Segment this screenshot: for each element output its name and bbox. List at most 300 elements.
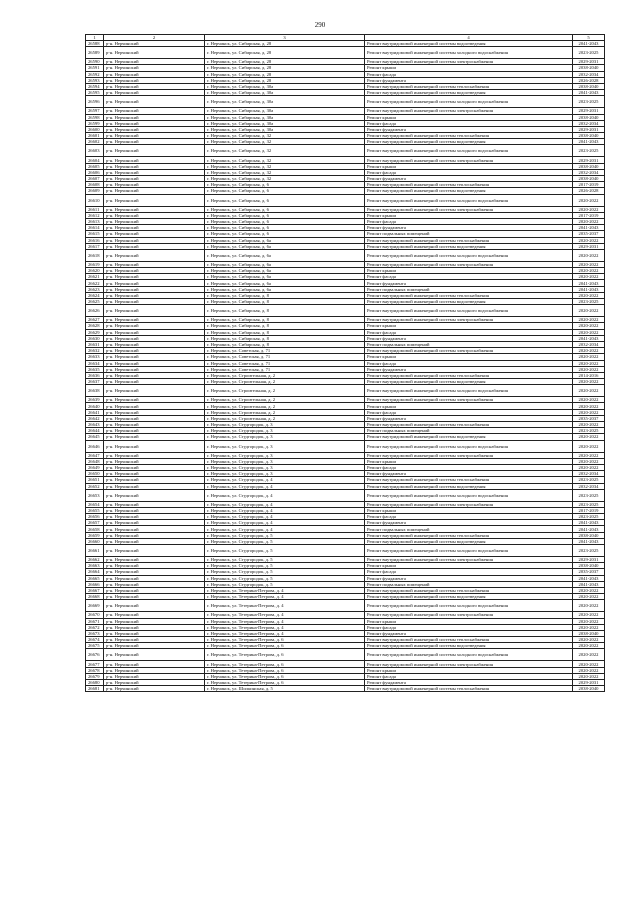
work-type-cell: Ремонт внутридомовой инженерной системы холодного водоснабжения xyxy=(365,194,573,206)
work-type-cell: Ремонт внутридомовой инженерной системы холодного водоснабжения xyxy=(365,145,573,157)
period-cell: 2020-2022 xyxy=(573,385,605,397)
district-cell: р-н. Нерчинский xyxy=(104,249,205,261)
table-row xyxy=(86,600,605,612)
row-number: 26594 xyxy=(86,83,104,89)
work-type-cell: Ремонт внутридомовой инженерной системы теплоснабжения xyxy=(365,532,573,538)
row-number: 26678 xyxy=(86,667,104,673)
period-cell: 2020-2022 xyxy=(573,667,605,673)
work-type-cell: Ремонт подвальных помещений xyxy=(365,581,573,587)
district-cell: р-н. Нерчинский xyxy=(104,188,205,194)
table-row xyxy=(86,47,605,59)
address-cell: г. Нерчинск, ул. Сибирская, д. 8 xyxy=(205,341,365,347)
work-type-cell: Ремонт подвальных помещений xyxy=(365,286,573,292)
address-cell: г. Нерчинск, ул. Тетерина-Петрова, д. 4 xyxy=(205,624,365,630)
row-number: 26612 xyxy=(86,212,104,218)
address-cell: г. Нерчинск, ул. Тетерина-Петрова, д. 6 xyxy=(205,661,365,667)
row-number: 26679 xyxy=(86,673,104,679)
district-cell: р-н. Нерчинский xyxy=(104,194,205,206)
period-cell: 2017-2019 xyxy=(573,182,605,188)
row-number: 26637 xyxy=(86,379,104,385)
table-row xyxy=(86,194,605,206)
address-cell: г. Нерчинск, ул. Сибирская, д. 30а xyxy=(205,114,365,120)
table-row xyxy=(86,145,605,157)
period-cell: 2023-2025 xyxy=(573,501,605,507)
period-cell: 2020-2022 xyxy=(573,348,605,354)
address-cell: г. Нерчинск, ул. Студгородок, д. 5 xyxy=(205,569,365,575)
row-number: 26605 xyxy=(86,163,104,169)
district-cell: р-н. Нерчинский xyxy=(104,514,205,520)
address-cell: г. Нерчинск, ул. Студгородок, д. 4 xyxy=(205,483,365,489)
row-number: 26599 xyxy=(86,120,104,126)
district-cell: р-н. Нерчинский xyxy=(104,218,205,224)
work-type-cell: Ремонт фундамента xyxy=(365,415,573,421)
district-cell: р-н. Нерчинский xyxy=(104,624,205,630)
address-cell: г. Нерчинск, ул. Студгородок, д. 5 xyxy=(205,563,365,569)
row-number: 26664 xyxy=(86,569,104,575)
work-type-cell: Ремонт крыши xyxy=(365,507,573,513)
district-cell: р-н. Нерчинский xyxy=(104,545,205,557)
district-cell: р-н. Нерчинский xyxy=(104,409,205,415)
period-cell: 2023-2025 xyxy=(573,514,605,520)
district-cell: р-н. Нерчинский xyxy=(104,305,205,317)
table-row xyxy=(86,305,605,317)
district-cell: р-н. Нерчинский xyxy=(104,483,205,489)
table-row xyxy=(86,686,605,692)
work-type-cell: Ремонт внутридомовой инженерной системы электроснабжения xyxy=(365,59,573,65)
period-cell: 2020-2022 xyxy=(573,643,605,649)
row-number: 26651 xyxy=(86,477,104,483)
period-cell: 2020-2022 xyxy=(573,600,605,612)
period-cell: 2041-2043 xyxy=(573,526,605,532)
district-cell: р-н. Нерчинский xyxy=(104,538,205,544)
work-type-cell: Ремонт подвальных помещений xyxy=(365,231,573,237)
period-cell: 2029-2031 xyxy=(573,243,605,249)
period-cell: 2020-2022 xyxy=(573,292,605,298)
row-number: 26641 xyxy=(86,409,104,415)
period-cell: 2020-2022 xyxy=(573,673,605,679)
district-cell: р-н. Нерчинский xyxy=(104,507,205,513)
row-number: 26676 xyxy=(86,649,104,661)
district-cell: р-н. Нерчинский xyxy=(104,65,205,71)
address-cell: г. Нерчинск, ул. Сибирская, д. 28 xyxy=(205,59,365,65)
district-cell: р-н. Нерчинский xyxy=(104,163,205,169)
row-number: 26603 xyxy=(86,145,104,157)
work-type-cell: Ремонт фундамента xyxy=(365,335,573,341)
row-number: 26632 xyxy=(86,348,104,354)
row-number: 26623 xyxy=(86,286,104,292)
work-type-cell: Ремонт внутридомовой инженерной системы электроснабжения xyxy=(365,108,573,114)
district-cell: р-н. Нерчинский xyxy=(104,280,205,286)
row-number: 26680 xyxy=(86,680,104,686)
period-cell: 2026-2028 xyxy=(573,77,605,83)
row-number: 26617 xyxy=(86,243,104,249)
district-cell: р-н. Нерчинский xyxy=(104,59,205,65)
row-number: 26675 xyxy=(86,643,104,649)
period-cell: 2020-2022 xyxy=(573,317,605,323)
address-cell: г. Нерчинск, ул. Сибирская, д. 32 xyxy=(205,133,365,139)
district-cell: р-н. Нерчинский xyxy=(104,231,205,237)
work-type-cell: Ремонт крыши xyxy=(365,114,573,120)
work-type-cell: Ремонт крыши xyxy=(365,268,573,274)
row-number: 26634 xyxy=(86,360,104,366)
address-cell: г. Нерчинск, ул. Советская, д. 71 xyxy=(205,348,365,354)
period-cell: 2020-2022 xyxy=(573,434,605,440)
work-type-cell: Ремонт внутридомовой инженерной системы холодного водоснабжения xyxy=(365,47,573,59)
period-cell: 2029-2031 xyxy=(573,557,605,563)
work-type-cell: Ремонт внутридомовой инженерной системы холодного водоснабжения xyxy=(365,249,573,261)
work-type-cell: Ремонт внутридомовой инженерной системы теплоснабжения xyxy=(365,83,573,89)
district-cell: р-н. Нерчинский xyxy=(104,90,205,96)
row-number: 26640 xyxy=(86,403,104,409)
district-cell: р-н. Нерчинский xyxy=(104,434,205,440)
district-cell: р-н. Нерчинский xyxy=(104,133,205,139)
district-cell: р-н. Нерчинский xyxy=(104,329,205,335)
row-number: 26591 xyxy=(86,65,104,71)
address-cell: г. Нерчинск, ул. Шилкинская, д. 5 xyxy=(205,686,365,692)
row-number: 26631 xyxy=(86,341,104,347)
period-cell: 2041-2043 xyxy=(573,280,605,286)
row-number: 26642 xyxy=(86,415,104,421)
period-cell: 2020-2022 xyxy=(573,366,605,372)
period-cell: 2020-2022 xyxy=(573,594,605,600)
address-cell: г. Нерчинск, ул. Тетерина-Петрова, д. 4 xyxy=(205,587,365,593)
district-cell: р-н. Нерчинский xyxy=(104,630,205,636)
period-cell: 2035-2037 xyxy=(573,569,605,575)
row-number: 26630 xyxy=(86,335,104,341)
row-number: 26677 xyxy=(86,661,104,667)
district-cell: р-н. Нерчинский xyxy=(104,182,205,188)
work-type-cell: Ремонт внутридомовой инженерной системы водоотведения xyxy=(365,434,573,440)
address-cell: г. Нерчинск, ул. Советская, д. 71 xyxy=(205,354,365,360)
work-type-cell: Ремонт внутридомовой инженерной системы теплоснабжения xyxy=(365,422,573,428)
address-cell: г. Нерчинск, ул. Сибирская, д. 6а xyxy=(205,286,365,292)
address-cell: г. Нерчинск, ул. Строительная, д. 2 xyxy=(205,415,365,421)
work-type-cell: Ремонт фундамента xyxy=(365,630,573,636)
address-cell: г. Нерчинск, ул. Сибирская, д. 6а xyxy=(205,243,365,249)
work-type-cell: Ремонт внутридомовой инженерной системы холодного водоснабжения xyxy=(365,489,573,501)
period-cell: 2020-2022 xyxy=(573,618,605,624)
row-number: 26648 xyxy=(86,458,104,464)
work-type-cell: Ремонт фасада xyxy=(365,274,573,280)
period-cell: 2023-2025 xyxy=(573,477,605,483)
address-cell: г. Нерчинск, ул. Тетерина-Петрова, д. 4 xyxy=(205,594,365,600)
district-cell: р-н. Нерчинский xyxy=(104,83,205,89)
period-cell: 2038-2040 xyxy=(573,163,605,169)
district-cell: р-н. Нерчинский xyxy=(104,489,205,501)
period-cell: 2020-2022 xyxy=(573,624,605,630)
row-number: 26646 xyxy=(86,440,104,452)
table-row xyxy=(86,489,605,501)
work-type-cell: Ремонт внутридомовой инженерной системы водоотведения xyxy=(365,594,573,600)
district-cell: р-н. Нерчинский xyxy=(104,212,205,218)
address-cell: г. Нерчинск, ул. Тетерина-Петрова, д. 4 xyxy=(205,600,365,612)
row-number: 26667 xyxy=(86,587,104,593)
address-cell: г. Нерчинск, ул. Сибирская, д. 6 xyxy=(205,218,365,224)
row-number: 26611 xyxy=(86,206,104,212)
district-cell: р-н. Нерчинский xyxy=(104,680,205,686)
work-type-cell: Ремонт внутридомовой инженерной системы теплоснабжения xyxy=(365,237,573,243)
period-cell: 2020-2022 xyxy=(573,360,605,366)
work-type-cell: Ремонт фундамента xyxy=(365,225,573,231)
district-cell: р-н. Нерчинский xyxy=(104,261,205,267)
row-number: 26600 xyxy=(86,126,104,132)
address-cell: г. Нерчинск, ул. Студгородок, д. 3 xyxy=(205,422,365,428)
address-cell: г. Нерчинск, ул. Студгородок, д. 3 xyxy=(205,440,365,452)
district-cell: р-н. Нерчинский xyxy=(104,354,205,360)
row-number: 26647 xyxy=(86,452,104,458)
address-cell: г. Нерчинск, ул. Советская, д. 71 xyxy=(205,360,365,366)
address-cell: г. Нерчинск, ул. Сибирская, д. 8 xyxy=(205,305,365,317)
address-cell: г. Нерчинск, ул. Сибирская, д. 6 xyxy=(205,182,365,188)
address-cell: г. Нерчинск, ул. Сибирская, д. 30а xyxy=(205,108,365,114)
address-cell: г. Нерчинск, ул. Сибирская, д. 8 xyxy=(205,299,365,305)
district-cell: р-н. Нерчинский xyxy=(104,335,205,341)
row-number: 26638 xyxy=(86,385,104,397)
row-number: 26670 xyxy=(86,612,104,618)
work-type-cell: Ремонт крыши xyxy=(365,618,573,624)
table-row xyxy=(86,249,605,261)
district-cell: р-н. Нерчинский xyxy=(104,96,205,108)
work-type-cell: Ремонт крыши xyxy=(365,667,573,673)
period-cell: 2023-2025 xyxy=(573,96,605,108)
address-cell: г. Нерчинск, ул. Сибирская, д. 6 xyxy=(205,188,365,194)
address-cell: г. Нерчинск, ул. Тетерина-Петрова, д. 6 xyxy=(205,667,365,673)
row-number: 26658 xyxy=(86,526,104,532)
work-type-cell: Ремонт внутридомовой инженерной системы электроснабжения xyxy=(365,206,573,212)
district-cell: р-н. Нерчинский xyxy=(104,563,205,569)
address-cell: г. Нерчинск, ул. Студгородок, д. 5 xyxy=(205,532,365,538)
work-type-cell: Ремонт внутридомовой инженерной системы водоотведения xyxy=(365,483,573,489)
row-number: 26653 xyxy=(86,489,104,501)
work-type-cell: Ремонт фасада xyxy=(365,464,573,470)
district-cell: р-н. Нерчинский xyxy=(104,176,205,182)
period-cell: 2020-2022 xyxy=(573,422,605,428)
work-type-cell: Ремонт внутридомовой инженерной системы теплоснабжения xyxy=(365,637,573,643)
address-cell: г. Нерчинск, ул. Тетерина-Петрова, д. 6 xyxy=(205,637,365,643)
district-cell: р-н. Нерчинский xyxy=(104,667,205,673)
work-type-cell: Ремонт внутридомовой инженерной системы электроснабжения xyxy=(365,397,573,403)
work-type-cell: Ремонт крыши xyxy=(365,563,573,569)
column-number-2: 2 xyxy=(104,35,205,41)
work-type-cell: Ремонт фундамента xyxy=(365,176,573,182)
work-type-cell: Ремонт внутридомовой инженерной системы водоотведения xyxy=(365,90,573,96)
period-cell: 2020-2022 xyxy=(573,305,605,317)
work-type-cell: Ремонт крыши xyxy=(365,323,573,329)
row-number: 26666 xyxy=(86,581,104,587)
address-cell: г. Нерчинск, ул. Сибирская, д. 32 xyxy=(205,145,365,157)
period-cell: 2038-2040 xyxy=(573,114,605,120)
work-type-cell: Ремонт фундамента xyxy=(365,471,573,477)
work-type-cell: Ремонт внутридомовой инженерной системы электроснабжения xyxy=(365,557,573,563)
work-type-cell: Ремонт крыши xyxy=(365,354,573,360)
district-cell: р-н. Нерчинский xyxy=(104,139,205,145)
column-number-4: 4 xyxy=(365,35,573,41)
district-cell: р-н. Нерчинский xyxy=(104,292,205,298)
period-cell: 2041-2043 xyxy=(573,575,605,581)
period-cell: 2041-2043 xyxy=(573,225,605,231)
address-cell: г. Нерчинск, ул. Студгородок, д. 5 xyxy=(205,575,365,581)
address-cell: г. Нерчинск, ул. Строительная, д. 2 xyxy=(205,379,365,385)
district-cell: р-н. Нерчинский xyxy=(104,618,205,624)
address-cell: г. Нерчинск, ул. Сибирская, д. 6 xyxy=(205,194,365,206)
period-cell: 2032-2034 xyxy=(573,120,605,126)
table-row xyxy=(86,440,605,452)
period-cell: 2020-2022 xyxy=(573,649,605,661)
row-number: 26598 xyxy=(86,114,104,120)
work-type-cell: Ремонт фундамента xyxy=(365,575,573,581)
district-cell: р-н. Нерчинский xyxy=(104,612,205,618)
row-number: 26652 xyxy=(86,483,104,489)
district-cell: р-н. Нерчинский xyxy=(104,237,205,243)
work-type-cell: Ремонт фасада xyxy=(365,514,573,520)
row-number: 26614 xyxy=(86,225,104,231)
district-cell: р-н. Нерчинский xyxy=(104,206,205,212)
period-cell: 2020-2022 xyxy=(573,612,605,618)
row-number: 26628 xyxy=(86,323,104,329)
district-cell: р-н. Нерчинский xyxy=(104,464,205,470)
district-cell: р-н. Нерчинский xyxy=(104,120,205,126)
work-type-cell: Ремонт внутридомовой инженерной системы водоотведения xyxy=(365,538,573,544)
district-cell: р-н. Нерчинский xyxy=(104,360,205,366)
work-type-cell: Ремонт фасада xyxy=(365,673,573,679)
address-cell: г. Нерчинск, ул. Советская, д. 71 xyxy=(205,366,365,372)
district-cell: р-н. Нерчинский xyxy=(104,225,205,231)
address-cell: г. Нерчинск, ул. Тетерина-Петрова, д. 4 xyxy=(205,618,365,624)
row-number: 26615 xyxy=(86,231,104,237)
address-cell: г. Нерчинск, ул. Сибирская, д. 6а xyxy=(205,237,365,243)
district-cell: р-н. Нерчинский xyxy=(104,532,205,538)
row-number: 26629 xyxy=(86,329,104,335)
row-number: 26660 xyxy=(86,538,104,544)
work-type-cell: Ремонт внутридомовой инженерной системы теплоснабжения xyxy=(365,133,573,139)
district-cell: р-н. Нерчинский xyxy=(104,477,205,483)
row-number: 26609 xyxy=(86,188,104,194)
district-cell: р-н. Нерчинский xyxy=(104,379,205,385)
period-cell: 2020-2022 xyxy=(573,261,605,267)
period-cell: 2020-2022 xyxy=(573,194,605,206)
row-number: 26604 xyxy=(86,157,104,163)
address-cell: г. Нерчинск, ул. Студгородок, д. 5 xyxy=(205,557,365,563)
row-number: 26595 xyxy=(86,90,104,96)
address-cell: г. Нерчинск, ул. Строительная, д. 2 xyxy=(205,385,365,397)
address-cell: г. Нерчинск, ул. Сибирская, д. 8 xyxy=(205,317,365,323)
address-cell: г. Нерчинск, ул. Сибирская, д. 28 xyxy=(205,47,365,59)
address-cell: г. Нерчинск, ул. Студгородок, д. 3 xyxy=(205,434,365,440)
row-number: 26601 xyxy=(86,133,104,139)
period-cell: 2020-2022 xyxy=(573,379,605,385)
row-number: 26610 xyxy=(86,194,104,206)
address-cell: г. Нерчинск, ул. Тетерина-Петрова, д. 4 xyxy=(205,612,365,618)
district-cell: р-н. Нерчинский xyxy=(104,243,205,249)
row-number: 26589 xyxy=(86,47,104,59)
address-cell: г. Нерчинск, ул. Студгородок, д. 5 xyxy=(205,581,365,587)
row-number: 26643 xyxy=(86,422,104,428)
address-cell: г. Нерчинск, ул. Студгородок, д. 4 xyxy=(205,514,365,520)
district-cell: р-н. Нерчинский xyxy=(104,569,205,575)
address-cell: г. Нерчинск, ул. Тетерина-Петрова, д. 6 xyxy=(205,649,365,661)
row-number: 26665 xyxy=(86,575,104,581)
district-cell: р-н. Нерчинский xyxy=(104,686,205,692)
period-cell: 2035-2037 xyxy=(573,415,605,421)
work-type-cell: Ремонт фасада xyxy=(365,624,573,630)
row-number: 26626 xyxy=(86,305,104,317)
period-cell: 2041-2043 xyxy=(573,335,605,341)
row-number: 26663 xyxy=(86,563,104,569)
district-cell: р-н. Нерчинский xyxy=(104,415,205,421)
period-cell: 2014-2016 xyxy=(573,372,605,378)
address-cell: г. Нерчинск, ул. Сибирская, д. 32 xyxy=(205,157,365,163)
address-cell: г. Нерчинск, ул. Тетерина-Петрова, д. 4 xyxy=(205,630,365,636)
work-type-cell: Ремонт внутридомовой инженерной системы электроснабжения xyxy=(365,661,573,667)
period-cell: 2041-2043 xyxy=(573,538,605,544)
address-cell: г. Нерчинск, ул. Сибирская, д. 28 xyxy=(205,77,365,83)
address-cell: г. Нерчинск, ул. Сибирская, д. 8 xyxy=(205,335,365,341)
period-cell: 2023-2025 xyxy=(573,299,605,305)
period-cell: 2038-2040 xyxy=(573,563,605,569)
period-cell: 2041-2043 xyxy=(573,520,605,526)
period-cell: 2020-2022 xyxy=(573,218,605,224)
period-cell: 2020-2022 xyxy=(573,237,605,243)
period-cell: 2032-2034 xyxy=(573,71,605,77)
work-type-cell: Ремонт фасада xyxy=(365,71,573,77)
work-type-cell: Ремонт внутридомовой инженерной системы водоотведения xyxy=(365,41,573,47)
row-number: 26621 xyxy=(86,274,104,280)
address-cell: г. Нерчинск, ул. Сибирская, д. 6а xyxy=(205,280,365,286)
address-cell: г. Нерчинск, ул. Сибирская, д. 32 xyxy=(205,163,365,169)
district-cell: р-н. Нерчинский xyxy=(104,581,205,587)
district-cell: р-н. Нерчинский xyxy=(104,397,205,403)
period-cell: 2020-2022 xyxy=(573,661,605,667)
period-cell: 2017-2019 xyxy=(573,212,605,218)
row-number: 26636 xyxy=(86,372,104,378)
row-number: 26672 xyxy=(86,624,104,630)
period-cell: 2038-2040 xyxy=(573,630,605,636)
row-number: 26681 xyxy=(86,686,104,692)
row-number: 26662 xyxy=(86,557,104,563)
district-cell: р-н. Нерчинский xyxy=(104,643,205,649)
period-cell: 2023-2025 xyxy=(573,428,605,434)
period-cell: 2020-2022 xyxy=(573,403,605,409)
work-type-cell: Ремонт внутридомовой инженерной системы холодного водоснабжения xyxy=(365,305,573,317)
table-row xyxy=(86,649,605,661)
period-cell: 2023-2025 xyxy=(573,545,605,557)
district-cell: р-н. Нерчинский xyxy=(104,274,205,280)
address-cell: г. Нерчинск, ул. Сибирская, д. 30а xyxy=(205,126,365,132)
district-cell: р-н. Нерчинский xyxy=(104,649,205,661)
work-type-cell: Ремонт внутридомовой инженерной системы электроснабжения xyxy=(365,317,573,323)
district-cell: р-н. Нерчинский xyxy=(104,458,205,464)
column-number-5: 5 xyxy=(573,35,605,41)
work-type-cell: Ремонт внутридомовой инженерной системы теплоснабжения xyxy=(365,587,573,593)
address-cell: г. Нерчинск, ул. Студгородок, д. 4 xyxy=(205,489,365,501)
column-number-3: 3 xyxy=(205,35,365,41)
row-number: 26590 xyxy=(86,59,104,65)
period-cell: 2023-2025 xyxy=(573,489,605,501)
row-number: 26618 xyxy=(86,249,104,261)
period-cell: 2023-2025 xyxy=(573,47,605,59)
work-type-cell: Ремонт внутридомовой инженерной системы холодного водоснабжения xyxy=(365,600,573,612)
row-number: 26668 xyxy=(86,594,104,600)
work-type-cell: Ремонт внутридомовой инженерной системы холодного водоснабжения xyxy=(365,96,573,108)
work-type-cell: Ремонт внутридомовой инженерной системы холодного водоснабжения xyxy=(365,649,573,661)
period-cell: 2020-2022 xyxy=(573,249,605,261)
row-number: 26592 xyxy=(86,71,104,77)
period-cell: 2032-2034 xyxy=(573,471,605,477)
work-type-cell: Ремонт внутридомовой инженерной системы электроснабжения xyxy=(365,157,573,163)
period-cell: 2020-2022 xyxy=(573,452,605,458)
work-type-cell: Ремонт внутридомовой инженерной системы холодного водоснабжения xyxy=(365,545,573,557)
row-number: 26656 xyxy=(86,514,104,520)
